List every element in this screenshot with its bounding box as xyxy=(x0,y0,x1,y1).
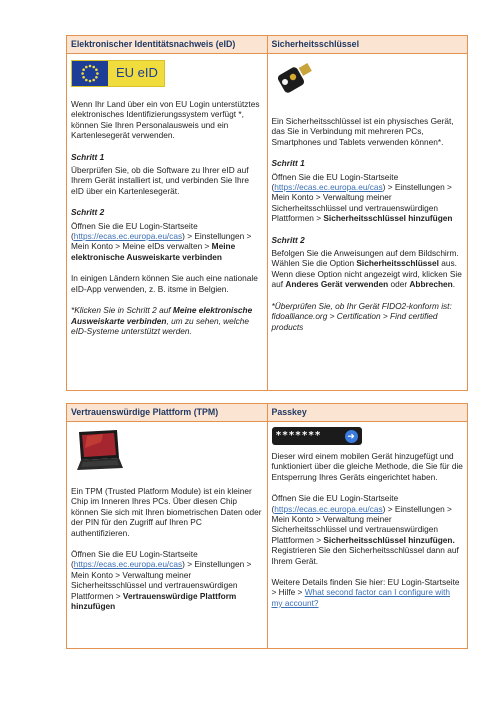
key-step2-bold2: Anderes Gerät verwenden xyxy=(285,279,389,290)
eid-step2-mid: ) > Einstellungen > Mein Konto > Meine eIDs verwalten > xyxy=(71,231,252,252)
passkey-stars: ******* xyxy=(275,429,322,441)
key-step1-text xyxy=(272,172,464,224)
arrow-right-icon: ➜ xyxy=(345,430,358,443)
row-spacer xyxy=(67,391,468,404)
eid-step2-text xyxy=(71,221,263,263)
key-step2-or: oder xyxy=(388,279,410,290)
eu-eid-logo xyxy=(71,60,165,87)
key-step1-mid: ) > Einstellungen > Mein Konto > Verwaltung meiner Sicherheitsschlüssel und vertrauenswürdigen Plattformen > xyxy=(271,182,452,224)
eid-note xyxy=(71,305,263,336)
eid-step2-title: Schritt 2 xyxy=(71,207,105,218)
eid-note-pre: *Klicken Sie in Schritt 2 auf xyxy=(71,305,173,316)
key-step2-bold1: Sicherheitsschlüssel xyxy=(356,258,439,269)
eid-step2-pre: Öffnen Sie die EU Login-Startseite ( xyxy=(71,220,198,242)
key-step2-pre: Befolgen Sie die Anweisungen auf dem Bildschirm. Wählen Sie die Option xyxy=(271,248,459,269)
passkey-intro: Dieser wird einem mobilen Gerät hinzugefügt und funktioniert über die gleiche Methode, die Sie für die Entsperrung Ihres Geräts eingerichtet haben. xyxy=(271,451,463,482)
passkey-header: Passkey xyxy=(267,404,468,422)
key-step2-end: . xyxy=(452,279,456,290)
key-step2-title: Schritt 2 xyxy=(271,234,305,245)
passkey-step-link[interactable]: https://ecas.ec.europa.eu/cas xyxy=(274,503,383,514)
key-step1-title: Schritt 1 xyxy=(271,158,305,169)
key-step1-link[interactable]: https://ecas.ec.europa.eu/cas xyxy=(274,182,383,193)
eid-note-post: , um zu sehen, welche eID-Systeme unterstützt werden. xyxy=(71,315,250,336)
eid-cell xyxy=(67,54,268,391)
key-step2-text xyxy=(272,248,464,290)
eu-flag-icon xyxy=(72,61,108,86)
laptop-icon xyxy=(73,428,125,474)
key-note: *Überprüfen Sie, ob Ihr Gerät FIDO2-konform ist: fidoalliance.org > Certification > Find certified products xyxy=(271,300,452,332)
auth-methods-grid xyxy=(66,35,468,649)
passkey-step-pre: Öffnen Sie die EU Login-Startseite ( xyxy=(271,493,399,514)
passkey-more-link[interactable]: What second factor can I configure with my account? xyxy=(271,587,450,608)
tpm-step-link[interactable]: https://ecas.ec.europa.eu/cas xyxy=(73,559,183,570)
tpm-intro: Ein TPM (Trusted Platform Module) ist ein kleiner Chip im Inneren Ihres PCs. Über diesen Chip können Sie sich mit Ihren biometrischen Daten oder der PIN für den Zugriff auf Ihren PC authentifizieren. xyxy=(71,486,262,538)
passkey-step-mid: ) > Einstellungen > Mein Konto > Verwaltung meiner Sicherheitsschlüssel und vertrauenswürdigen Plattformen > xyxy=(271,503,452,545)
security-key-icon xyxy=(274,60,314,100)
eid-step1-title: Schritt 1 xyxy=(71,151,105,162)
tpm-step-text xyxy=(71,549,263,611)
tpm-step-mid: ) > Einstellungen > Mein Konto > Verwaltung meiner Sicherheitsschlüssel und vertrauenswürdigen Plattformen > xyxy=(71,559,252,601)
key-step1-bold: Sicherheitsschlüssel hinzufügen xyxy=(323,213,453,224)
passkey-cell xyxy=(267,422,468,649)
eid-intro: Wenn Ihr Land über ein von EU Login unterstütztes elektronisches Identifizierungssystem verfügt *, können Sie Ihren Personalausweis und ein Kartenlesegerät verwenden. xyxy=(71,99,260,141)
tpm-step-bold: Vertrauenswürdige Plattform hinzufügen xyxy=(71,590,237,612)
tpm-cell xyxy=(67,422,268,649)
key-step2-bold3: Abbrechen xyxy=(409,279,453,290)
eid-step2-bold: Meine elektronische Ausweiskarte verbinden xyxy=(71,241,236,262)
passkey-button-icon xyxy=(272,427,362,445)
passkey-step-post: Registrieren Sie den Sicherheitsschlüssel dann auf Ihrem Gerät. xyxy=(271,545,459,566)
eid-header: Elektronischer Identitätsnachweis (eID) xyxy=(67,36,268,54)
eid-app-text: In einigen Ländern können Sie auch eine nationale eID-App verwenden, z. B. itsme in Belgien. xyxy=(71,273,258,294)
eid-step1-text: Überprüfen Sie, ob die Software zu Ihrer eID auf Ihrem Gerät installiert ist, und verbinden Sie Ihre eID über ein Kartenlesegerät. xyxy=(71,165,250,196)
key-header: Sicherheitsschlüssel xyxy=(267,36,468,54)
passkey-more-pre: Weitere Details finden Sie hier: EU Login-Startseite > Hilfe > xyxy=(271,577,460,598)
key-cell xyxy=(267,54,468,391)
key-intro: Ein Sicherheitsschlüssel ist ein physisches Gerät, das Sie in Verbindung mit mehreren PCs, Smartphones und Tablets verwenden können*. xyxy=(271,116,454,147)
auth-methods-table xyxy=(66,35,468,649)
tpm-step-pre: Öffnen Sie die EU Login-Startseite ( xyxy=(71,549,198,570)
passkey-step-bold: Sicherheitsschlüssel hinzufügen. xyxy=(323,534,455,545)
eid-step2-link[interactable]: https://ecas.ec.europa.eu/cas xyxy=(73,231,183,242)
key-step1-pre: Öffnen Sie die EU Login-Startseite ( xyxy=(271,171,399,193)
key-step2-mid: aus. Wenn diese Option nicht angezeigt wird, klicken Sie auf xyxy=(271,258,462,290)
eid-note-bold: Meine elektronische Ausweiskarte verbinden xyxy=(71,305,253,326)
passkey-step-text xyxy=(272,493,464,566)
passkey-more-text xyxy=(272,577,464,608)
tpm-header: Vertrauenswürdige Plattform (TPM) xyxy=(67,404,268,422)
eid-logo-text: EU eID xyxy=(116,65,158,81)
